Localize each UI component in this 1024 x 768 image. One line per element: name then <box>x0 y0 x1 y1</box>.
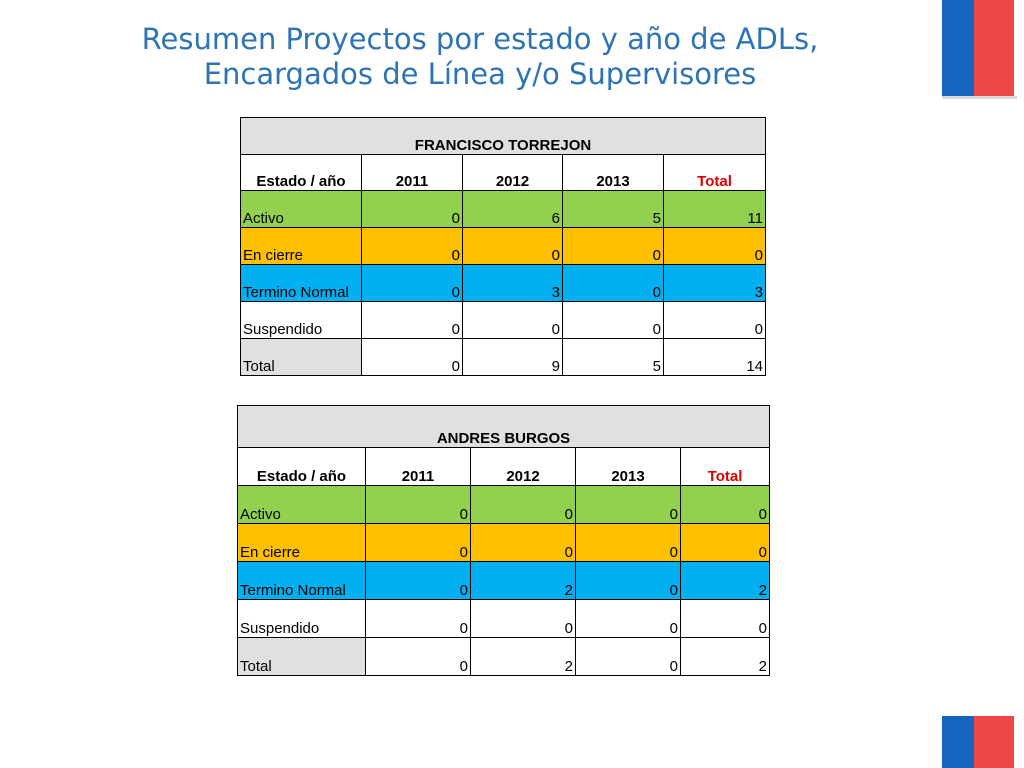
cell-2012: 6 <box>463 191 563 228</box>
row-label: En cierre <box>238 524 366 562</box>
cell-2013: 5 <box>563 339 664 376</box>
page-title <box>0 22 960 92</box>
page-title-line-2: Encargados de Línea y/o Supervisores <box>203 57 757 91</box>
cell-total: 2 <box>681 638 770 676</box>
row-label: Activo <box>238 486 366 524</box>
table-row-total <box>241 339 766 376</box>
column-header-2011: 2011 <box>366 448 471 486</box>
row-label: Total <box>241 339 362 376</box>
column-header-estado: Estado / año <box>241 155 362 191</box>
table-row-suspendido <box>238 600 770 638</box>
table-row-activo <box>241 191 766 228</box>
cell-2011: 0 <box>362 265 463 302</box>
row-label: Termino Normal <box>238 562 366 600</box>
cell-2012: 0 <box>471 524 576 562</box>
cell-total: 0 <box>664 302 766 339</box>
row-label: Termino Normal <box>241 265 362 302</box>
cell-2012: 2 <box>471 562 576 600</box>
cell-2013: 0 <box>576 562 681 600</box>
cell-2012: 0 <box>471 600 576 638</box>
cell-2013: 0 <box>563 265 664 302</box>
flag-logo-bottom <box>942 716 1014 768</box>
table-row-en-cierre <box>241 228 766 265</box>
cell-2013: 0 <box>576 524 681 562</box>
table-row-total <box>238 638 770 676</box>
cell-2013: 0 <box>563 302 664 339</box>
cell-total: 0 <box>681 486 770 524</box>
table-row-termino-normal <box>241 265 766 302</box>
row-label: Suspendido <box>238 600 366 638</box>
cell-2011: 0 <box>362 191 463 228</box>
page-title-line-1: Resumen Proyectos por estado y año de ADLs, <box>141 22 819 56</box>
table-row-en-cierre <box>238 524 770 562</box>
cell-total: 14 <box>664 339 766 376</box>
cell-2012: 3 <box>463 265 563 302</box>
cell-2011: 0 <box>366 562 471 600</box>
cell-2012: 9 <box>463 339 563 376</box>
cell-2013: 0 <box>576 486 681 524</box>
cell-2011: 0 <box>362 228 463 265</box>
cell-2011: 0 <box>362 302 463 339</box>
column-header-2013: 2013 <box>576 448 681 486</box>
summary-table-francisco-torrejon <box>240 117 766 376</box>
cell-2011: 0 <box>366 486 471 524</box>
table-row-activo <box>238 486 770 524</box>
column-header-total: Total <box>681 448 770 486</box>
column-header-total: Total <box>664 155 766 191</box>
row-label: Suspendido <box>241 302 362 339</box>
column-header-estado: Estado / año <box>238 448 366 486</box>
cell-2013: 0 <box>576 638 681 676</box>
cell-2013: 0 <box>576 600 681 638</box>
cell-2011: 0 <box>366 638 471 676</box>
row-label: Total <box>238 638 366 676</box>
cell-total: 0 <box>681 524 770 562</box>
flag-logo-top <box>942 0 1014 96</box>
cell-total: 0 <box>664 228 766 265</box>
table-person-name: FRANCISCO TORREJON <box>241 118 766 155</box>
table-row-suspendido <box>241 302 766 339</box>
cell-2012: 0 <box>471 486 576 524</box>
table-person-name: ANDRES BURGOS <box>238 406 770 448</box>
cell-2013: 0 <box>563 228 664 265</box>
cell-2012: 0 <box>463 228 563 265</box>
cell-2013: 5 <box>563 191 664 228</box>
cell-2011: 0 <box>366 600 471 638</box>
cell-2012: 0 <box>463 302 563 339</box>
cell-total: 2 <box>681 562 770 600</box>
row-label: En cierre <box>241 228 362 265</box>
cell-2011: 0 <box>366 524 471 562</box>
table-row-termino-normal <box>238 562 770 600</box>
column-header-2012: 2012 <box>471 448 576 486</box>
column-header-2013: 2013 <box>563 155 664 191</box>
cell-total: 3 <box>664 265 766 302</box>
cell-2011: 0 <box>362 339 463 376</box>
summary-table-andres-burgos <box>237 405 770 676</box>
cell-2012: 2 <box>471 638 576 676</box>
cell-total: 11 <box>664 191 766 228</box>
cell-total: 0 <box>681 600 770 638</box>
column-header-2011: 2011 <box>362 155 463 191</box>
row-label: Activo <box>241 191 362 228</box>
column-header-2012: 2012 <box>463 155 563 191</box>
